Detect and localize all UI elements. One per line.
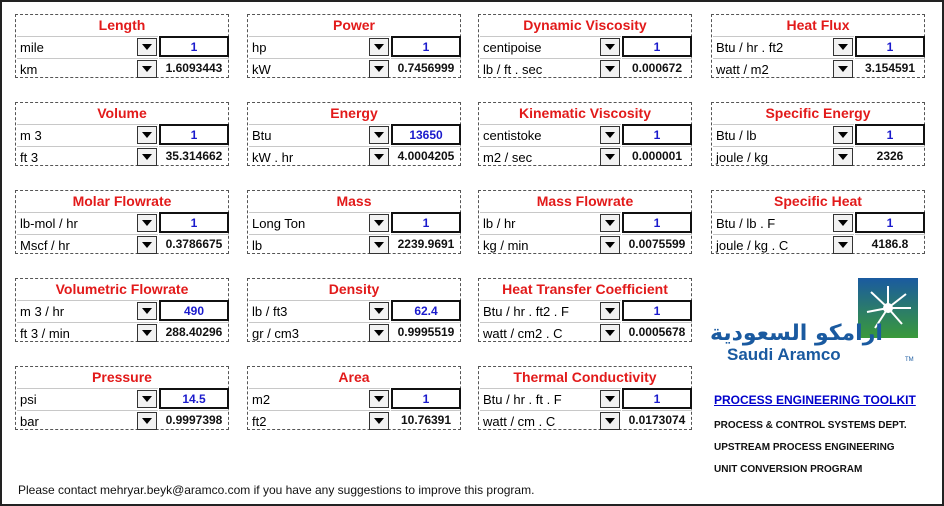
to-unit-select[interactable] [249,146,390,167]
to-value-output: 2239.9691 [391,234,461,255]
from-unit-select[interactable] [713,212,854,233]
from-unit-select[interactable] [480,388,621,409]
from-unit-select[interactable] [249,212,390,233]
to-unit-label: lb / ft . sec [483,62,543,77]
to-unit-select[interactable] [480,234,621,255]
to-unit-select[interactable] [17,234,158,255]
chevron-down-icon[interactable] [137,60,157,78]
from-value-input[interactable]: 490 [159,300,229,321]
chevron-down-icon[interactable] [600,126,620,144]
card-title: Thermal Conductivity [513,369,657,385]
from-unit-label: m2 [252,392,271,407]
chevron-down-icon[interactable] [137,214,157,232]
from-unit-label: mile [20,40,44,55]
saudi-aramco-logo [705,278,920,368]
to-unit-label: gr / cm3 [252,326,299,341]
upstream-label: UPSTREAM PROCESS ENGINEERING [714,442,895,453]
from-value-input[interactable]: 1 [622,36,692,57]
chevron-down-icon[interactable] [137,126,157,144]
to-unit-select[interactable] [713,234,854,255]
to-value-output: 1.6093443 [159,58,229,79]
from-unit-select[interactable] [17,300,158,321]
to-unit-select[interactable] [480,410,621,431]
chevron-down-icon[interactable] [369,38,389,56]
to-value-output: 4.0004205 [391,146,461,167]
card-title: Pressure [92,369,152,385]
chevron-down-icon[interactable] [369,148,389,166]
to-value-output: 0.0075599 [622,234,692,255]
card-mass [247,190,461,254]
card-power [247,14,461,78]
to-unit-label: watt / m2 [716,62,769,77]
from-value-input[interactable]: 1 [159,36,229,57]
from-unit-select[interactable] [713,124,854,145]
to-unit-select[interactable] [713,58,854,79]
chevron-down-icon[interactable] [369,412,389,430]
to-value-output: 0.3786675 [159,234,229,255]
chevron-down-icon[interactable] [600,60,620,78]
card-specific-energy [711,102,925,166]
to-value-output: 10.76391 [391,410,461,431]
chevron-down-icon[interactable] [137,38,157,56]
card-title: Heat Flux [786,17,850,33]
chevron-down-icon[interactable] [369,324,389,342]
chevron-down-icon[interactable] [600,214,620,232]
chevron-down-icon[interactable] [137,302,157,320]
card-length [15,14,229,78]
card-title: Energy [330,105,378,121]
to-unit-label: m2 / sec [483,150,533,165]
to-unit-select[interactable] [713,146,854,167]
logo-english-text: Saudi Aramco [727,345,841,364]
from-unit-select[interactable] [249,300,390,321]
chevron-down-icon[interactable] [369,126,389,144]
card-title: Kinematic Viscosity [518,105,652,121]
from-value-input[interactable]: 62.4 [391,300,461,321]
from-value-input[interactable]: 1 [855,36,925,57]
from-unit-select[interactable] [249,124,390,145]
to-unit-label: ft 3 / min [20,326,70,341]
card-title: Heat Transfer Coefficient [502,281,668,297]
toolkit-link[interactable]: PROCESS ENGINEERING TOOLKIT [714,393,916,407]
chevron-down-icon[interactable] [833,126,853,144]
from-unit-select[interactable] [480,36,621,57]
from-unit-label: Btu / hr . ft2 [716,40,784,55]
from-value-input[interactable]: 1 [622,388,692,409]
from-value-input[interactable]: 1 [159,124,229,145]
from-unit-label: Btu / lb [716,128,757,143]
from-value-input[interactable]: 13650 [391,124,461,145]
to-unit-label: ft 3 [20,150,39,165]
from-value-input[interactable]: 1 [622,300,692,321]
from-value-input[interactable]: 1 [391,36,461,57]
card-molar-flowrate [15,190,229,254]
from-value-input[interactable]: 14.5 [159,388,229,409]
to-unit-label: kW [252,62,271,77]
from-value-input[interactable]: 1 [855,212,925,233]
to-unit-label: ft2 [252,414,267,429]
from-unit-select[interactable] [480,300,621,321]
to-value-output: 0.7456999 [391,58,461,79]
card-density [247,278,461,342]
card-title: Molar Flowrate [72,193,172,209]
to-unit-label: kg / min [483,238,529,253]
to-value-output: 0.000672 [622,58,692,79]
from-unit-label: centipoise [483,40,542,55]
chevron-down-icon[interactable] [137,412,157,430]
card-title: Length [98,17,146,33]
to-value-output: 3.154591 [855,58,925,79]
chevron-down-icon[interactable] [137,324,157,342]
card-volumetric-flowrate [15,278,229,342]
from-unit-label: centistoke [483,128,542,143]
card-heat-transfer-coefficient [478,278,692,342]
chevron-down-icon[interactable] [833,60,853,78]
from-unit-label: psi [20,392,37,407]
card-title: Mass [336,193,372,209]
from-unit-label: Btu / hr . ft . F [483,392,562,407]
chevron-down-icon[interactable] [833,236,853,254]
to-value-output: 0.0173074 [622,410,692,431]
from-unit-label: lb / hr [483,216,516,231]
to-unit-select[interactable] [480,146,621,167]
to-value-output: 0.9995519 [391,322,461,343]
from-unit-select[interactable] [17,212,158,233]
to-unit-label: watt / cm2 . C [483,326,563,341]
card-heat-flux [711,14,925,78]
chevron-down-icon[interactable] [369,302,389,320]
to-unit-select[interactable] [17,58,158,79]
card-title: Volumetric Flowrate [55,281,189,297]
chevron-down-icon[interactable] [833,148,853,166]
card-mass-flowrate [478,190,692,254]
from-unit-select[interactable] [249,36,390,57]
from-unit-select[interactable] [17,388,158,409]
to-unit-select[interactable] [17,322,158,343]
card-thermal-conductivity [478,366,692,430]
to-value-output: 0.000001 [622,146,692,167]
chevron-down-icon[interactable] [600,302,620,320]
card-volume [15,102,229,166]
program-label: UNIT CONVERSION PROGRAM [714,464,863,475]
from-unit-select[interactable] [17,36,158,57]
to-value-output: 4186.8 [855,234,925,255]
from-unit-label: lb-mol / hr [20,216,78,231]
chevron-down-icon[interactable] [137,148,157,166]
card-dynamic-viscosity [478,14,692,78]
card-title: Area [338,369,370,385]
chevron-down-icon[interactable] [833,38,853,56]
from-unit-select[interactable] [480,124,621,145]
from-unit-select[interactable] [713,36,854,57]
from-value-input[interactable]: 1 [391,212,461,233]
card-area [247,366,461,430]
card-title: Mass Flowrate [536,193,634,209]
logo-arabic-text: ارامكو السعودية [710,321,883,346]
from-unit-label: m 3 / hr [20,304,65,319]
from-unit-label: Long Ton [252,216,306,231]
from-unit-label: m 3 [20,128,42,143]
chevron-down-icon[interactable] [369,60,389,78]
to-unit-label: Mscf / hr [20,238,70,253]
from-unit-select[interactable] [17,124,158,145]
to-unit-label: joule / kg [716,150,769,165]
card-title: Specific Heat [774,193,862,209]
to-unit-select[interactable] [480,58,621,79]
logo-tm: TM [905,357,914,363]
chevron-down-icon[interactable] [600,412,620,430]
to-unit-label: km [20,62,38,77]
from-unit-label: Btu [252,128,272,143]
to-unit-select[interactable] [249,58,390,79]
chevron-down-icon[interactable] [600,38,620,56]
from-value-input[interactable]: 1 [159,212,229,233]
to-value-output: 0.0005678 [622,322,692,343]
to-unit-select[interactable] [17,146,158,167]
from-value-input[interactable]: 1 [855,124,925,145]
to-unit-select[interactable] [249,234,390,255]
from-unit-label: lb / ft3 [252,304,288,319]
chevron-down-icon[interactable] [600,324,620,342]
from-value-input[interactable]: 1 [391,388,461,409]
card-title: Density [328,281,380,297]
to-unit-label: bar [20,414,39,429]
to-unit-label: joule / kg . C [716,238,789,253]
to-unit-select[interactable] [17,410,158,431]
chevron-down-icon[interactable] [137,390,157,408]
chevron-down-icon[interactable] [369,390,389,408]
card-title: Power [332,17,375,33]
to-unit-label: watt / cm . C [483,414,556,429]
card-specific-heat [711,190,925,254]
chevron-down-icon[interactable] [600,236,620,254]
card-kinematic-viscosity [478,102,692,166]
from-unit-select[interactable] [480,212,621,233]
from-unit-label: hp [252,40,267,55]
from-value-input[interactable]: 1 [622,124,692,145]
from-unit-label: Btu / lb . F [716,216,776,231]
chevron-down-icon[interactable] [833,214,853,232]
to-value-output: 2326 [855,146,925,167]
to-unit-label: lb [252,238,263,253]
from-value-input[interactable]: 1 [622,212,692,233]
to-value-output: 35.314662 [159,146,229,167]
chevron-down-icon[interactable] [369,214,389,232]
to-unit-label: kW . hr [252,150,294,165]
card-title: Dynamic Viscosity [523,17,647,33]
dept-label: PROCESS & CONTROL SYSTEMS DEPT. [714,420,907,431]
to-unit-select[interactable] [480,322,621,343]
chevron-down-icon[interactable] [369,236,389,254]
to-value-output: 0.9997398 [159,410,229,431]
card-title: Specific Energy [765,105,871,121]
to-unit-select[interactable] [249,322,390,343]
card-pressure [15,366,229,430]
card-energy [247,102,461,166]
to-value-output: 288.40296 [159,322,229,343]
chevron-down-icon[interactable] [600,390,620,408]
to-unit-select[interactable] [249,410,390,431]
chevron-down-icon[interactable] [600,148,620,166]
card-title: Volume [97,105,147,121]
from-unit-label: Btu / hr . ft2 . F [483,304,569,319]
chevron-down-icon[interactable] [137,236,157,254]
from-unit-select[interactable] [249,388,390,409]
contact-footer: Please contact mehryar.beyk@aramco.com if you have any suggestions to improve this program. [18,483,535,497]
